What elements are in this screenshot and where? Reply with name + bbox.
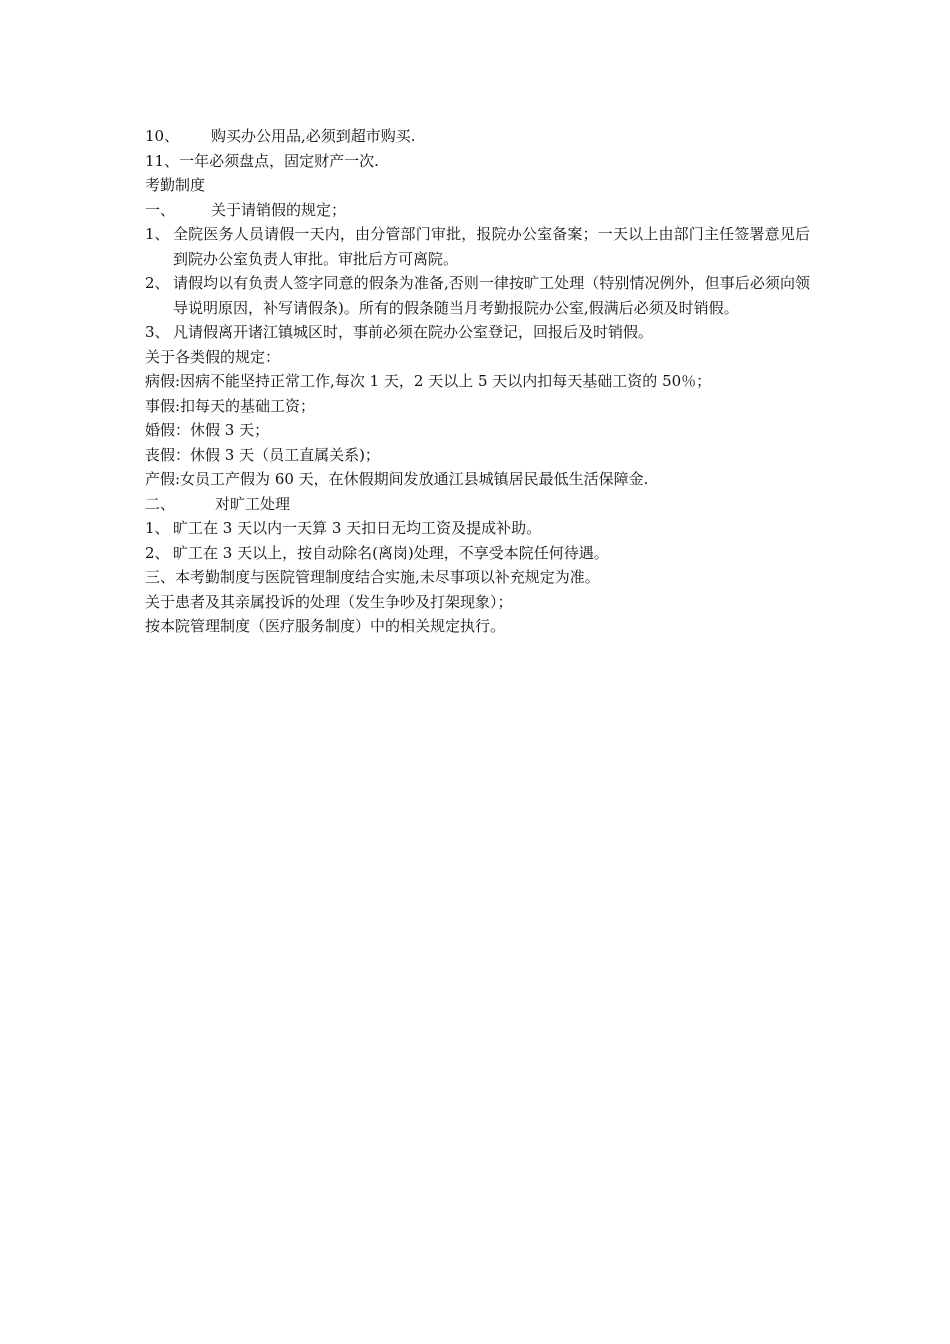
section-title-attendance: 考勤制度 <box>145 176 206 194</box>
leave-item-3 <box>145 320 810 345</box>
section-number: 二、 <box>145 494 176 513</box>
complaint-text: 按本院管理制度（医疗服务制度）中的相关规定执行。 <box>145 617 506 635</box>
paragraph-item-11: 11、一年必须盘点，固定财产一次. <box>145 151 379 170</box>
item-text: 旷工在 3 天以上，按自动除名(离岗)处理，不享受本院任何待遇。 <box>173 543 609 562</box>
item-text: 购买办公用品,必须到超市购买. <box>211 127 416 145</box>
leave-types-title: 关于各类假的规定： <box>145 347 281 366</box>
item-number: 3、 <box>145 323 170 341</box>
item-text: 凡请假离开诸江镇城区时，事前必须在院办公室登记，回报后及时销假。 <box>173 323 654 341</box>
bereavement-leave-rule: 丧假：休假 3 天（员工直属关系)； <box>145 445 380 464</box>
marriage-leave-rule: 婚假：休假 3 天； <box>145 421 270 439</box>
section-heading-2 <box>145 492 810 517</box>
item-number: 2、 <box>145 543 170 562</box>
item-text: 旷工在 3 天以内一天算 3 天扣日无均工资及提成补助。 <box>173 519 542 537</box>
absent-item-2 <box>145 541 810 566</box>
sick-leave-rule: 病假:因病不能坚持正常工作,每次 1 天，2 天以上 5 天以内扣每天基础工资的 50％； <box>145 372 712 390</box>
section-text: 对旷工处理 <box>215 494 291 513</box>
section-heading-3: 三、本考勤制度与医院管理制度结合实施,未尽事项以补充规定为准。 <box>145 568 600 586</box>
maternity-leave-rule: 产假:女员工产假为 60 天，在休假期间发放通江县城镇居民最低生活保障金. <box>145 470 649 488</box>
paragraph-item-10 <box>145 124 810 149</box>
document-body <box>145 124 810 639</box>
section-text: 关于请销假的规定； <box>211 200 347 219</box>
item-text: 全院医务人员请假一天内，由分管部门审批，报院办公室备案；一天以上由部门主任签署意见后到院办公室负责人审批。审批后方可离院。 <box>173 225 810 268</box>
item-text: 请假均以有负责人签字同意的假条为准备,否则一律按旷工处理（特别情况例外，但事后必须向领导说明原因，补写请假条)。所有的假条随当月考勤报院办公室,假满后必须及时销假。 <box>173 274 810 317</box>
leave-item-2 <box>145 271 810 320</box>
item-number: 10、 <box>145 127 180 145</box>
section-heading-1 <box>145 198 810 223</box>
item-number: 2、 <box>145 274 170 292</box>
leave-item-1 <box>145 222 810 271</box>
absent-item-1 <box>145 516 810 541</box>
section-number: 一、 <box>145 200 176 219</box>
item-number: 1、 <box>145 519 170 537</box>
complaint-title: 关于患者及其亲属投诉的处理（发生争吵及打架现象）； <box>145 592 513 611</box>
personal-leave-rule: 事假:扣每天的基础工资； <box>145 396 316 415</box>
item-number: 1、 <box>145 225 170 243</box>
